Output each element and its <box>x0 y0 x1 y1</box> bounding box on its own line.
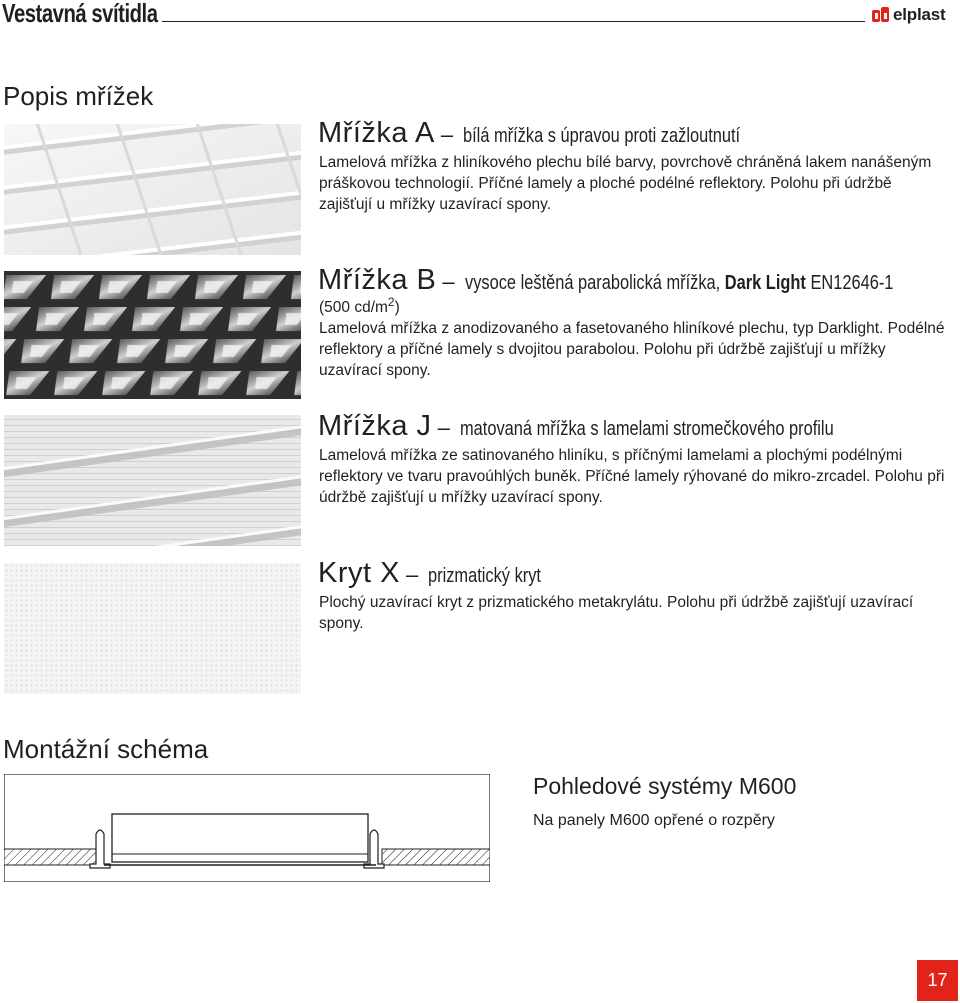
grid-a-photo <box>4 124 301 255</box>
cover-x-photo <box>4 563 301 694</box>
grid-b-luminance: (500 $cd/m^2$) <box>319 295 400 317</box>
header-title: Vestavná svítidla <box>2 0 158 28</box>
grid-a-title: Mřížka A – bílá mřížka s úpravou proti zažloutnutí <box>318 117 741 149</box>
mounting-title: Pohledové systémy M600 <box>533 773 797 799</box>
logo-mark-icon <box>872 6 894 26</box>
grid-j-title: Mřížka J – matovaná mřížka s lamelami stromečkového profilu <box>318 410 834 442</box>
cover-x-title: Kryt X – prizmatický kryt <box>318 557 542 589</box>
grid-j-subtitle: matovaná mřížka s lamelami stromečkového profilu <box>459 418 834 440</box>
grid-a-name: Mřížka A <box>318 117 435 149</box>
cover-x-description: Plochý uzavírací kryt z prizmatického metakrylátu. Polohu při údržbě zajišťují uzavírací spony. <box>319 594 914 632</box>
grid-b-subtitle: vysoce leštěná parabolická mřížka, <box>464 272 720 294</box>
cover-x-name: Kryt X <box>318 557 400 589</box>
page-number: 17 <box>917 960 958 1001</box>
section-title-mounting: Montážní schéma <box>3 734 209 764</box>
section-title-description: Popis mřížek <box>3 81 154 111</box>
grid-j-name: Mřížka J <box>318 410 432 442</box>
grid-a-description: Lamelová mřížka z hliníkového plechu bílé barvy, povrchově chráněná lakem nanášeným práškovou technologií. Příčné lamely a ploché podélné reflektory. Polohu při údržbě zajišťují u mřížky uzavírací spony. <box>319 154 932 213</box>
grid-b-photo <box>4 271 301 399</box>
grid-b-description: Lamelová mřížka z anodizovaného a fasetovaného hliníkové plechu, typ Darklight. Podélné reflektory a příčné lamely s dvojitou parabolou. Polohu při údržbě zajišťují u mřížky uzavírací spony. <box>319 320 945 379</box>
grid-b-title: Mřížka B – vysoce leštěná parabolická mřížka, Dark Light EN12646-1 <box>318 264 894 296</box>
mounting-diagram <box>4 774 490 882</box>
mounting-subtitle: Na panely M600 opřené o rozpěry <box>533 812 775 829</box>
grid-a-subtitle: bílá mřížka s úpravou proti zažloutnutí <box>463 125 741 147</box>
brand-name: elplast <box>893 5 946 24</box>
grid-b-standard: EN12646-1 <box>810 272 894 294</box>
grid-b-darklight: Dark Light <box>724 272 806 294</box>
grid-j-photo <box>4 415 301 546</box>
header-rule <box>162 21 865 22</box>
cover-x-subtitle: prizmatický kryt <box>428 565 542 587</box>
grid-b-name: Mřížka B <box>318 264 437 296</box>
grid-j-description: Lamelová mřížka ze satinovaného hliníku, s příčnými lamelami a plochými podélnými reflektory ve tvaru pravoúhlých buněk. Příčné lamely rýhované do mikro-zrcadel. Polohu při údržbě zajišťují u mřížky uzavírací spony. <box>319 447 945 506</box>
